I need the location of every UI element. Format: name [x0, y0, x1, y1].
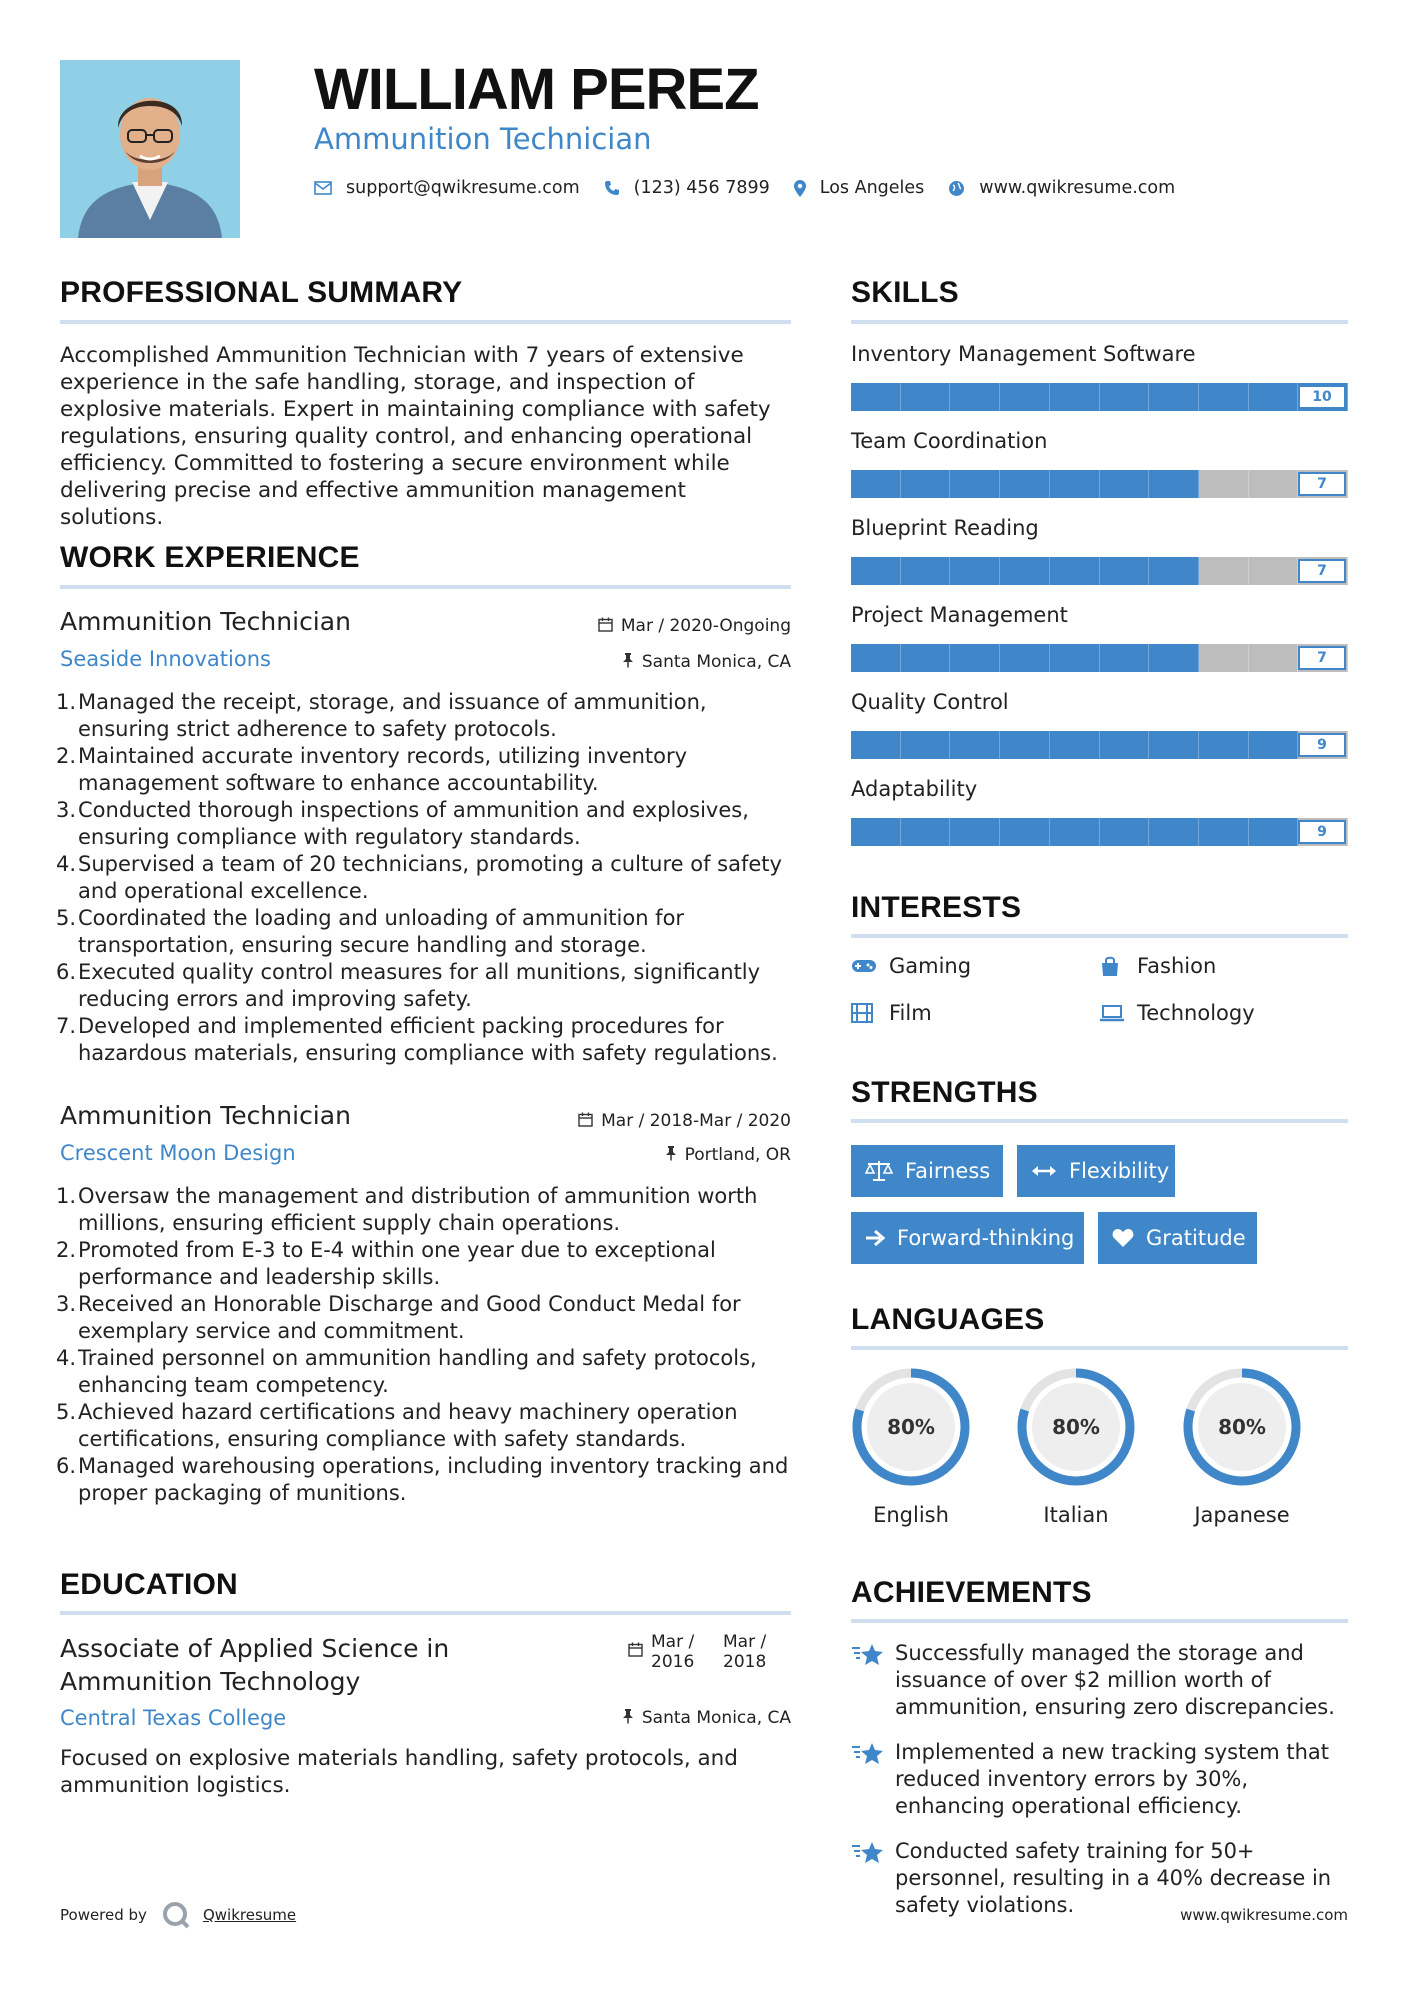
skill-level-bar	[851, 470, 1348, 498]
strength-label: Fairness	[905, 1159, 991, 1183]
list-item: 1. Managed the receipt, storage, and issuance of ammunition, ensuring strict adherence to safety protocols.	[56, 690, 707, 741]
contact-phone[interactable]: (123) 456 7899	[633, 178, 770, 198]
skill-level-ticks	[851, 818, 1348, 846]
list-item: 6. Executed quality control measures for all munitions, significantly reducing errors and improving safety.	[56, 960, 761, 1011]
interest-label: Film	[889, 1001, 932, 1025]
skill-level-bar	[851, 731, 1348, 759]
film-icon	[851, 1003, 889, 1023]
experience-divider	[60, 585, 791, 589]
skill-score-badge: 7	[1298, 472, 1346, 496]
candidate-title: Ammunition Technician	[314, 122, 652, 156]
strengths-divider	[851, 1119, 1348, 1123]
powered-by	[60, 1900, 296, 1930]
skill-level-bar	[851, 644, 1348, 672]
job-dates	[598, 616, 791, 636]
contact-bar	[314, 178, 1199, 198]
interest-item	[1099, 954, 1216, 978]
strength-badge	[851, 1145, 1003, 1197]
balance-scale-icon	[865, 1160, 893, 1182]
skills-divider	[851, 320, 1348, 324]
job-location	[665, 1145, 791, 1165]
list-item: 4. Trained personnel on ammunition handling and safety protocols, enhancing team competency.	[56, 1346, 757, 1397]
language-item	[849, 1365, 973, 1527]
education-location-text: Santa Monica, CA	[641, 1708, 791, 1728]
globe-icon	[948, 180, 965, 197]
job-company: Seaside Innovations	[60, 647, 271, 671]
list-item: 4. Supervised a team of 20 technicians, promoting a culture of safety and operational excellence.	[56, 852, 782, 903]
education-end-date: Mar / 2018	[723, 1632, 767, 1672]
language-ring	[1014, 1365, 1138, 1489]
pushpin-icon	[622, 652, 634, 672]
contact-email[interactable]: support@qwikresume.com	[346, 178, 580, 198]
language-name: Italian	[1043, 1503, 1109, 1527]
skill-label: Quality Control	[851, 690, 1009, 714]
interest-label: Fashion	[1137, 954, 1217, 978]
education-divider	[60, 1611, 791, 1615]
arrow-right-icon	[865, 1229, 885, 1247]
interests-heading: INTERESTS	[851, 891, 1022, 924]
skill-score-badge: 9	[1298, 733, 1346, 757]
skill-label: Adaptability	[851, 777, 978, 801]
skill-level-bar	[851, 557, 1348, 585]
map-marker-icon	[794, 180, 806, 197]
language-ring	[849, 1365, 973, 1489]
job-company: Crescent Moon Design	[60, 1141, 296, 1165]
skill-score-badge: 9	[1298, 820, 1346, 844]
interest-item	[1099, 1001, 1255, 1025]
education-location	[622, 1708, 791, 1728]
job-location-text: Portland, OR	[684, 1145, 791, 1165]
laptop-icon	[1099, 1004, 1137, 1022]
candidate-name: WILLIAM PEREZ	[314, 57, 759, 122]
strength-label: Flexibility	[1069, 1159, 1170, 1183]
skill-level-ticks	[851, 557, 1348, 585]
contact-location: Los Angeles	[819, 178, 925, 198]
list-item: 2. Promoted from E-3 to E-4 within one year due to exceptional performance and leadership skills.	[56, 1238, 716, 1289]
calendar-icon	[628, 1642, 643, 1662]
languages-heading: LANGUAGES	[851, 1303, 1045, 1336]
star-icon	[851, 1838, 895, 1919]
languages-divider	[851, 1346, 1348, 1350]
summary-text: Accomplished Ammunition Technician with 7 years of extensive experience in the safe handling, storage, and inspection of explosive materials. Expert in maintaining compliance with safety regulations, ensuring quality control, and enhancing operational efficiency. Committed to fostering a secure environment while delivering precise and effective ammunition management solutions.	[60, 343, 771, 530]
skill-label: Team Coordination	[851, 429, 1048, 453]
gamepad-icon	[851, 958, 889, 974]
skill-label: Inventory Management Software	[851, 342, 1196, 366]
pushpin-icon	[665, 1145, 677, 1165]
strength-label: Forward-thinking	[897, 1226, 1075, 1250]
job-title: Ammunition Technician	[60, 1101, 351, 1130]
skill-level-ticks	[851, 470, 1348, 498]
shopping-bag-icon	[1099, 955, 1137, 977]
envelope-icon	[314, 181, 332, 195]
list-item: 5. Coordinated the loading and unloading of ammunition for transportation, ensuring secure handling and storage.	[56, 906, 685, 957]
skills-heading: SKILLS	[851, 276, 959, 309]
list-item: 5. Achieved hazard certifications and heavy machinery operation certifications, ensuring compliance with safety standards.	[56, 1400, 738, 1451]
achievement-text: Successfully managed the storage and issuance of over $2 million worth of ammunition, ensuring zero discrepancies.	[895, 1641, 1335, 1719]
profile-photo-illustration	[60, 60, 240, 238]
pushpin-icon	[622, 1708, 634, 1728]
education-description: Focused on explosive materials handling, safety protocols, and ammunition logistics.	[60, 1746, 738, 1798]
strengths-heading: STRENGTHS	[851, 1076, 1038, 1109]
profile-photo	[60, 60, 240, 238]
calendar-icon	[598, 617, 613, 636]
education-start-date: Mar / 2016	[651, 1632, 695, 1672]
achievements-divider	[851, 1619, 1348, 1623]
job-dates-text: Mar / 2018-Mar / 2020	[601, 1111, 791, 1131]
achievement-item	[851, 1640, 1351, 1721]
achievement-text: Implemented a new tracking system that reduced inventory errors by 30%, enhancing operational efficiency.	[895, 1740, 1330, 1818]
education-school: Central Texas College	[60, 1706, 287, 1730]
summary-divider	[60, 320, 791, 324]
language-percent: 80%	[1218, 1415, 1266, 1439]
phone-icon	[604, 180, 620, 196]
strength-label: Gratitude	[1146, 1226, 1246, 1250]
star-icon	[851, 1640, 895, 1721]
job-duties-list	[56, 1183, 798, 1507]
list-item: 6. Managed warehousing operations, including inventory tracking and proper packaging of munitions.	[56, 1454, 789, 1505]
language-percent: 80%	[1052, 1415, 1100, 1439]
skill-level-bar	[851, 383, 1348, 411]
education-heading: EDUCATION	[60, 1568, 238, 1601]
skill-level-bar	[851, 818, 1348, 846]
skill-level-ticks	[851, 383, 1348, 411]
skill-level-ticks	[851, 731, 1348, 759]
job-duties-list	[56, 689, 798, 1067]
strength-badge	[1098, 1212, 1257, 1264]
star-icon	[851, 1739, 895, 1820]
job-location-text: Santa Monica, CA	[641, 652, 791, 672]
job-dates	[578, 1111, 791, 1131]
language-item	[1180, 1365, 1304, 1527]
interests-divider	[851, 934, 1348, 938]
qwikresume-link[interactable]: Qwikresume	[202, 1906, 297, 1924]
interest-label: Technology	[1137, 1001, 1255, 1025]
job-title: Ammunition Technician	[60, 607, 351, 636]
powered-by-label: Powered by	[60, 1906, 147, 1924]
language-name: English	[873, 1503, 949, 1527]
language-ring	[1180, 1365, 1304, 1489]
list-item: 1. Oversaw the management and distribution of ammunition worth millions, ensuring efficient supply chain operations.	[56, 1184, 758, 1235]
contact-website[interactable]: www.qwikresume.com	[979, 178, 1176, 198]
list-item: 7. Developed and implemented efficient packing procedures for hazardous materials, ensuring compliance with safety regulations.	[56, 1014, 778, 1065]
skill-level-ticks	[851, 644, 1348, 672]
heart-icon	[1112, 1228, 1134, 1248]
language-item	[1014, 1365, 1138, 1527]
language-name: Japanese	[1194, 1503, 1290, 1527]
job-dates-text: Mar / 2020-Ongoing	[620, 616, 791, 636]
education-degree: Associate of Applied Science in Ammunition Technology	[60, 1634, 450, 1696]
strength-badge	[1017, 1145, 1175, 1197]
list-item: 2. Maintained accurate inventory records, utilizing inventory management software to enhance accountability.	[56, 744, 688, 795]
skill-score-badge: 10	[1298, 385, 1346, 409]
calendar-icon	[578, 1112, 593, 1131]
strength-badge	[851, 1212, 1084, 1264]
experience-heading: WORK EXPERIENCE	[60, 541, 360, 574]
skill-label: Blueprint Reading	[851, 516, 1039, 540]
interest-label: Gaming	[889, 954, 972, 978]
interest-item	[851, 1001, 932, 1025]
qwikresume-logo-icon	[161, 1900, 191, 1930]
footer-website[interactable]: www.qwikresume.com	[1180, 1906, 1348, 1924]
achievement-text: Conducted safety training for 50+ personnel, resulting in a 40% decrease in safety violations.	[895, 1839, 1332, 1917]
arrows-horizontal-icon	[1031, 1164, 1057, 1178]
list-item: 3. Conducted thorough inspections of ammunition and explosives, ensuring compliance with regulatory standards.	[56, 798, 749, 849]
education-dates	[628, 1632, 795, 1672]
skill-score-badge: 7	[1298, 559, 1346, 583]
skill-label: Project Management	[851, 603, 1068, 627]
language-percent: 80%	[887, 1415, 935, 1439]
skill-score-badge: 7	[1298, 646, 1346, 670]
interest-item	[851, 954, 971, 978]
achievements-heading: ACHIEVEMENTS	[851, 1576, 1092, 1609]
summary-heading: PROFESSIONAL SUMMARY	[60, 276, 463, 309]
list-item: 3. Received an Honorable Discharge and Good Conduct Medal for exemplary service and commitment.	[56, 1292, 741, 1343]
job-location	[622, 652, 791, 672]
achievement-item	[851, 1739, 1351, 1820]
